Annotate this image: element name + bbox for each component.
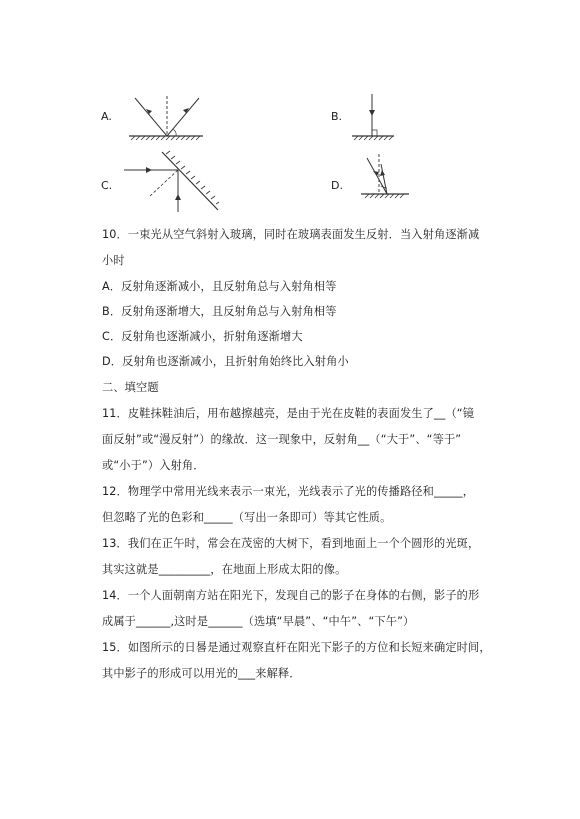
q10-option-a: A．反射角逐渐减小，且反射角总与入射角相等 xyxy=(102,280,337,293)
q11-line1: 11．皮鞋抹鞋油后，用布越擦越亮，是由于光在皮鞋的表面发生了__（“镜 xyxy=(102,407,475,420)
q10-stem-line2: 小时 xyxy=(102,254,125,267)
q10-stem-line1: 10．一束光从空气斜射入玻璃，同时在玻璃表面发生反射．当入射角逐渐减 xyxy=(102,228,480,241)
figure-c xyxy=(120,150,220,214)
q11-line3: 或“小于”）入射角． xyxy=(102,459,205,472)
q10-option-b: B．反射角逐渐增大，且反射角总与入射角相等 xyxy=(102,305,337,318)
option-c-label: C. xyxy=(101,179,113,192)
q12-line1: 12．物理学中常用光线来表示一束光，光线表示了光的传播路径和_____， xyxy=(102,485,475,498)
option-d-label: D. xyxy=(331,179,343,192)
figure-d xyxy=(357,150,417,200)
option-b-label: B. xyxy=(331,110,343,123)
q14-line2: 成属于______,这时是______（选填“早晨”、“中午”、“下午”） xyxy=(102,615,415,628)
q10-option-d: D．反射角也逐渐减小，且折射角始终比入射角小 xyxy=(102,355,349,368)
section-title: 二、填空题 xyxy=(102,381,159,394)
option-a-label: A. xyxy=(101,110,112,123)
q10-option-c: C．反射角也逐渐减小，折射角逐渐增大 xyxy=(102,330,303,343)
q15-line2: 其中影子的形成可以用光的___来解释． xyxy=(102,667,301,680)
q14-line1: 14．一个人面朝南方站在阳光下，发现自己的影子在身体的右侧，影子的形 xyxy=(102,589,480,602)
q15-line1: 15．如图所示的日晷是通过观察直杆在阳光下影子的方位和长短来确定时间， xyxy=(102,641,491,654)
q13-line1: 13．我们在正午时，常会在茂密的大树下，看到地面上一个个圆形的光斑， xyxy=(102,537,480,550)
q12-line2: 但忽略了光的色彩和_____（写出一条即可）等其它性质。 xyxy=(102,511,392,524)
q13-line2: 其实这就是_________，在地面上形成太阳的像。 xyxy=(102,563,347,576)
q11-line2: 面反射”或“漫反射”）的缘故．这一现象中，反射角__（“大于”、“等于” xyxy=(102,433,462,446)
figure-a xyxy=(125,92,205,142)
figure-b xyxy=(348,92,398,142)
